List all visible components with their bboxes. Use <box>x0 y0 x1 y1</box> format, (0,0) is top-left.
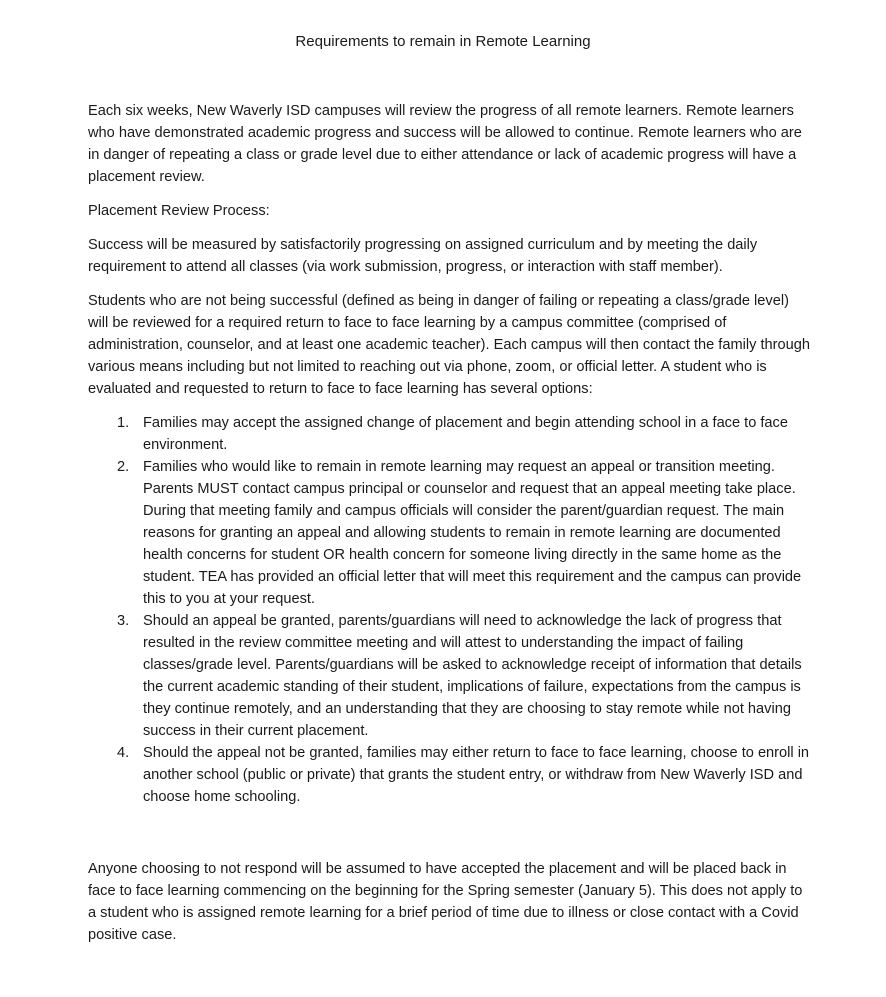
closing-paragraph: Anyone choosing to not respond will be assumed to have accepted the placement and will be placed back in face to face learning commencing on the beginning for the Spring semester (January 5). This does not apply to a student who is assigned remote learning for a brief period of time due to illness or close contact with a Covid positive case. <box>88 861 803 943</box>
list-item <box>117 456 813 610</box>
options-list <box>88 412 813 808</box>
document-title: Requirements to remain in Remote Learning <box>295 33 591 50</box>
list-item-text: Families may accept the assigned change of placement and begin attending school in a face to face environment. <box>143 415 788 453</box>
list-item <box>117 742 813 808</box>
list-item-text: Should an appeal be granted, parents/guardians will need to acknowledge the lack of progress that resulted in the review committee meeting and will attest to understanding the impact of failing classes/grade level. Parents/guardians will be asked to acknowledge receipt of information that details the current academic standing of their student, implications of failure, expectations from the campus is they continue remotely, and an understanding that they are choosing to stay remote while not having success in their current placement. <box>143 613 802 739</box>
list-item-number: 4. <box>117 745 130 761</box>
list-item-number: 3. <box>117 613 130 629</box>
list-item-text: Should the appeal not be granted, families may either return to face to face learning, choose to enroll in another school (public or private) that grants the student entry, or withdraw from New Waverly ISD and choose home schooling. <box>143 745 810 805</box>
placement-review-heading: Placement Review Process: <box>88 203 270 219</box>
list-item <box>117 412 813 456</box>
list-item-number: 1. <box>117 415 130 431</box>
document-body <box>88 100 813 808</box>
list-item-text: Families who would like to remain in remote learning may request an appeal or transition meeting. Parents MUST contact campus principal or counselor and request that an appeal meeting take place. During that meeting family and campus officials will consider the parent/guardian request. The main reasons for granting an appeal and allowing students to remain in remote learning are documented health concerns for student OR health concern for someone living directly in the same home as the student. TEA has provided an official letter that will meet this requirement and the campus can provide this to you at your request. <box>143 459 802 607</box>
success-paragraph: Success will be measured by satisfactorily progressing on assigned curriculum and by meeting the daily requirement to attend all classes (via work submission, progress, or interaction with staff member). <box>88 237 758 275</box>
not-successful-paragraph: Students who are not being successful (defined as being in danger of failing or repeating a class/grade level) will be reviewed for a required return to face to face learning by a campus committee (comprised of administration, counselor, and at least one academic teacher). Each campus will then contact the family through various means including but not limited to reaching out via phone, zoom, or official letter. A student who is evaluated and requested to return to face to face learning has several options: <box>88 293 810 397</box>
list-item-number: 2. <box>117 459 130 475</box>
list-item <box>117 610 813 742</box>
intro-paragraph: Each six weeks, New Waverly ISD campuses will review the progress of all remote learners. Remote learners who have demonstrated academic progress and success will be allowed to continue. Remote learners who are in danger of repeating a class or grade level due to either attendance or lack of academic progress will have a placement review. <box>88 103 802 185</box>
